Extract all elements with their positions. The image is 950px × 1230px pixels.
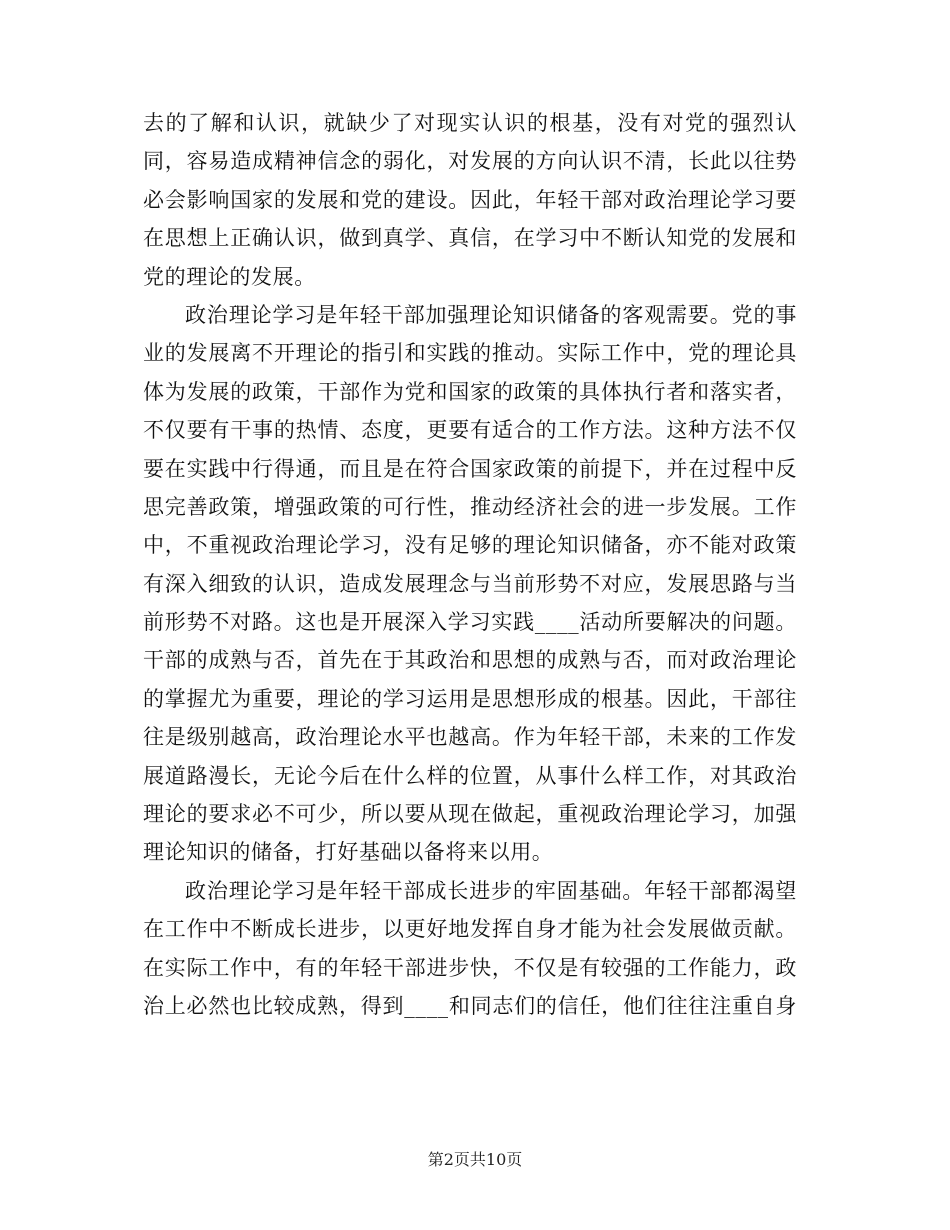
text-line: 展道路漫长，无论今后在什么样的位置，从事什么样工作，对其政治 (143, 763, 797, 788)
text-line: 去的了解和认识，就缺少了对现实认识的根基，没有对党的强烈认 (143, 111, 797, 135)
text-line: 体为发展的政策，干部作为党和国家的政策的具体执行者和落实者， (143, 379, 797, 404)
text-line: 前形势不对路。这也是开展深入学习实践____活动所要解决的问题。 (143, 610, 797, 635)
text-line: 治上必然也比较成熟，得到____和同志们的信任，他们往往注重自身 (143, 993, 797, 1018)
text-line: 有深入细致的认识，造成发展理念与当前形势不对应，发展思路与当 (143, 571, 797, 596)
text-line: 不仅要有干事的热情、态度，更要有适合的工作方法。这种方法不仅 (143, 418, 797, 443)
text-line: 在工作中不断成长进步，以更好地发挥自身才能为社会发展做贡献。 (143, 917, 797, 942)
text-line: 理论知识的储备，打好基础以备将来以用。 (143, 840, 554, 865)
text-line: 政治理论学习是年轻干部加强理论知识储备的客观需要。党的事 (185, 302, 797, 327)
text-line: 中，不重视政治理论学习，没有足够的理论知识储备，亦不能对政策 (143, 533, 797, 558)
text-line: 党的理论的发展。 (143, 264, 316, 289)
text-line: 政治理论学习是年轻干部成长进步的牢固基础。年轻干部都渴望 (185, 878, 797, 903)
text-line: 要在实践中行得通，而且是在符合国家政策的前提下，并在过程中反 (143, 456, 797, 481)
paragraph-1 (143, 104, 797, 296)
text-line: 往是级别越高，政治理论水平也越高。作为年轻干部，未来的工作发 (143, 725, 797, 750)
paragraph-2 (143, 296, 797, 872)
text-line: 理论的要求必不可少，所以要从现在做起，重视政治理论学习，加强 (143, 802, 797, 827)
text-line: 的掌握尤为重要，理论的学习运用是思想形成的根基。因此，干部往 (143, 686, 797, 711)
text-line: 在实际工作中，有的年轻干部进步快，不仅是有较强的工作能力，政 (143, 955, 797, 980)
page-number-footer: 第2页共10页 (427, 1150, 523, 1169)
text-line: 干部的成熟与否，首先在于其政治和思想的成熟与否，而对政治理论 (143, 648, 797, 673)
text-line: 同，容易造成精神信念的弱化，对发展的方向认识不清，长此以往势 (143, 149, 797, 174)
text-line: 思完善政策，增强政策的可行性，推动经济社会的进一步发展。工作 (143, 494, 797, 519)
document-body (143, 104, 797, 1025)
text-line: 业的发展离不开理论的指引和实践的推动。实际工作中，党的理论具 (143, 341, 797, 366)
text-line: 必会影响国家的发展和党的建设。因此，年轻干部对政治理论学习要 (143, 187, 797, 212)
paragraph-3 (143, 872, 797, 1026)
text-line: 在思想上正确认识，做到真学、真信，在学习中不断认知党的发展和 (143, 226, 797, 251)
